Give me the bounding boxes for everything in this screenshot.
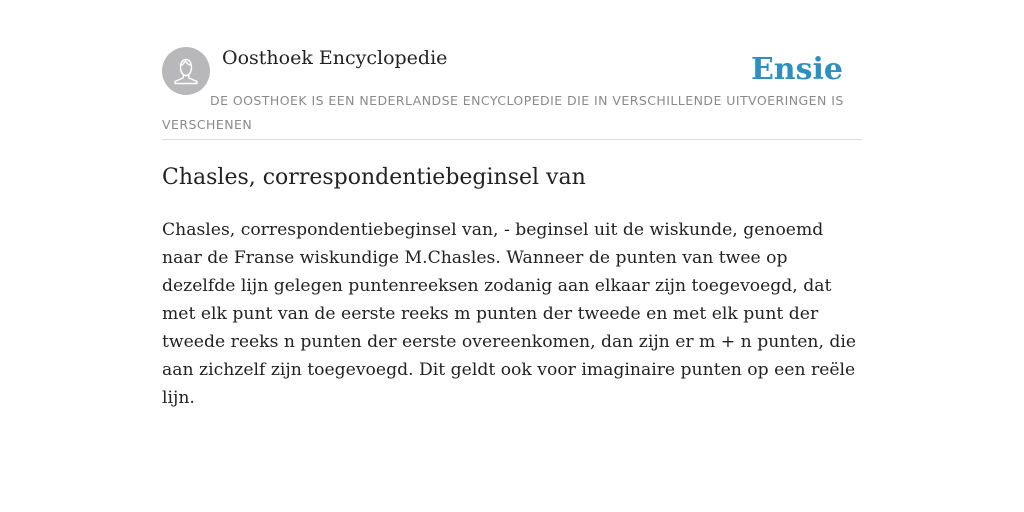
brand-logo[interactable]: Ensie bbox=[750, 52, 843, 87]
page-container bbox=[162, 0, 862, 408]
avatar[interactable] bbox=[162, 47, 210, 95]
site-title[interactable]: Oosthoek Encyclopedie bbox=[222, 47, 448, 69]
user-avatar-icon bbox=[162, 47, 210, 95]
header bbox=[162, 0, 862, 140]
article-body: Chasles, correspondentiebeginsel van, - beginsel uit de wiskunde, genoemd naar de Franse wiskundige M.Chasles. Wanneer de punten van twee op dezelfde lijn gelegen puntenreeksen zodanig aan elkaar zijn toegevoegd, dat met elk punt van de eerste reeks m punten der tweede en met elk punt der tweede reeks n punten der eerste overeenkomen, dan zijn er m + n punten, die aan zichzelf zijn toegevoegd. Dit geldt ook voor imaginaire punten op een reële lijn. bbox=[162, 220, 857, 408]
article-title: Chasles, correspondentiebeginsel van bbox=[162, 165, 586, 190]
site-tagline: DE OOSTHOEK IS EEN NEDERLANDSE ENCYCLOPEDIE DIE IN VERSCHILLENDE UITVOERINGEN IS VERSCHENEN bbox=[162, 93, 844, 132]
